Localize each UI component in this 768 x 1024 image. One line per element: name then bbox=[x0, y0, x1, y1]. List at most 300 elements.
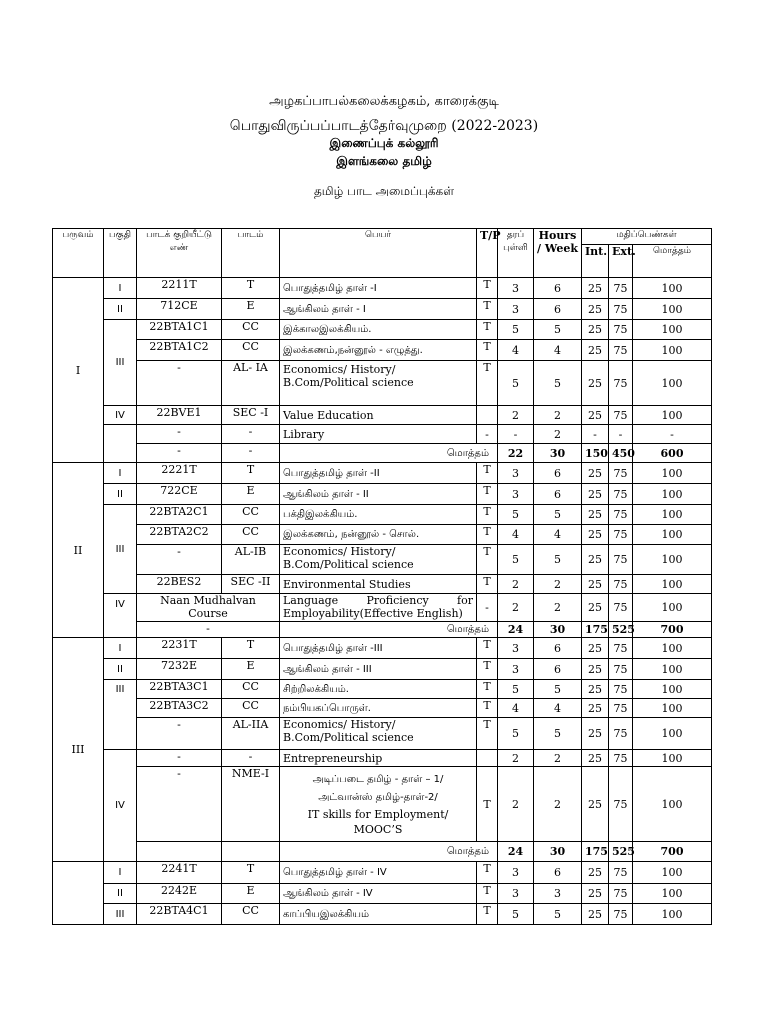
part-cell: I bbox=[104, 862, 137, 884]
table-row bbox=[53, 699, 712, 718]
title-cell: நம்பியகப்பொருள். bbox=[280, 699, 477, 718]
hours-cell: 5 bbox=[534, 505, 582, 525]
table-row bbox=[53, 575, 712, 594]
course-cell: CC bbox=[222, 680, 280, 699]
ext-cell: 75 bbox=[609, 340, 633, 361]
part-cell: III bbox=[104, 904, 137, 925]
ext-cell: 525 bbox=[609, 622, 633, 638]
code-cell: 2221T bbox=[137, 463, 222, 484]
ext-cell: 525 bbox=[609, 842, 633, 862]
credits-cell: 3 bbox=[498, 463, 534, 484]
title-line: அடிப்படை தமிழ் - தாள் – 1/ bbox=[312, 774, 444, 785]
tp-cell: T bbox=[477, 545, 498, 575]
credits-cell: - bbox=[498, 425, 534, 444]
hours-cell: 6 bbox=[534, 463, 582, 484]
course-cell: NME-I bbox=[222, 767, 280, 842]
hours-cell: 6 bbox=[534, 659, 582, 680]
table-row bbox=[53, 904, 712, 925]
code-cell: 712CE bbox=[137, 299, 222, 320]
int-cell: 25 bbox=[582, 594, 609, 622]
code-cell: 7232E bbox=[137, 659, 222, 680]
hours-cell: 2 bbox=[534, 575, 582, 594]
structure-title: தமிழ் பாட அமைப்புக்கள் bbox=[313, 184, 455, 198]
total-cell: 100 bbox=[633, 278, 712, 299]
title-line: B.Com/Political science bbox=[283, 558, 414, 571]
course-cell: - bbox=[222, 425, 280, 444]
hours-cell: 4 bbox=[534, 340, 582, 361]
semester-cell bbox=[53, 862, 104, 925]
ext-cell: 75 bbox=[609, 718, 633, 750]
title-cell bbox=[280, 767, 477, 842]
part-cell: II bbox=[104, 484, 137, 505]
ext-cell: 75 bbox=[609, 680, 633, 699]
code-cell: 22BES2 bbox=[137, 575, 222, 594]
part-cell: III bbox=[104, 680, 137, 750]
credits-cell: 2 bbox=[498, 767, 534, 842]
part-cell: III bbox=[104, 320, 137, 406]
title-cell: ஆங்கிலம் தாள் - II bbox=[280, 484, 477, 505]
total-cell: 100 bbox=[633, 750, 712, 767]
course-cell: CC bbox=[222, 525, 280, 545]
course-cell: SEC -I bbox=[222, 406, 280, 425]
part-cell: IV bbox=[104, 406, 137, 425]
ext-cell: 75 bbox=[609, 463, 633, 484]
total-cell: 100 bbox=[633, 545, 712, 575]
course-cell: E bbox=[222, 659, 280, 680]
tp-cell: T bbox=[477, 320, 498, 340]
ext-cell: 75 bbox=[609, 361, 633, 406]
tp-cell: T bbox=[477, 278, 498, 299]
tp-cell: T bbox=[477, 505, 498, 525]
part-cell: III bbox=[104, 505, 137, 594]
title-cell: ஆங்கிலம் தாள் - I bbox=[280, 299, 477, 320]
credits-cell: 2 bbox=[498, 575, 534, 594]
title-line: Employability(Effective English) bbox=[283, 607, 463, 620]
table-row bbox=[53, 505, 712, 525]
int-cell: 150 bbox=[582, 444, 609, 463]
title-cell: Entrepreneurship bbox=[280, 750, 477, 767]
semester-cell: II bbox=[53, 463, 104, 638]
code-cell: 2211T bbox=[137, 278, 222, 299]
total-row bbox=[53, 444, 712, 463]
credits-cell: 3 bbox=[498, 884, 534, 904]
hours-cell: 5 bbox=[534, 361, 582, 406]
int-cell: 175 bbox=[582, 622, 609, 638]
tp-cell: T bbox=[477, 463, 498, 484]
credits-cell: 5 bbox=[498, 505, 534, 525]
hours-cell: 4 bbox=[534, 525, 582, 545]
code-cell: 22BVE1 bbox=[137, 406, 222, 425]
code-cell: - bbox=[137, 361, 222, 406]
table-row bbox=[53, 750, 712, 767]
hours-cell: 6 bbox=[534, 638, 582, 659]
total-cell: 100 bbox=[633, 884, 712, 904]
credits-cell: 3 bbox=[498, 484, 534, 505]
total-cell: 100 bbox=[633, 594, 712, 622]
ext-cell: 75 bbox=[609, 750, 633, 767]
int-cell: 25 bbox=[582, 545, 609, 575]
total-cell: 100 bbox=[633, 406, 712, 425]
int-cell: 25 bbox=[582, 767, 609, 842]
total-cell: 100 bbox=[633, 575, 712, 594]
credits-cell: 22 bbox=[498, 444, 534, 463]
hours-cell: 30 bbox=[534, 842, 582, 862]
total-cell: 100 bbox=[633, 299, 712, 320]
int-cell: 25 bbox=[582, 406, 609, 425]
int-cell: 25 bbox=[582, 361, 609, 406]
code-cell: 22BTA1C2 bbox=[137, 340, 222, 361]
title-cell: காப்பியஇலக்கியம் bbox=[280, 904, 477, 925]
tp-cell: T bbox=[477, 699, 498, 718]
credits-cell: 4 bbox=[498, 525, 534, 545]
credits-cell: 4 bbox=[498, 699, 534, 718]
title-cell bbox=[280, 594, 477, 622]
hours-cell: 6 bbox=[534, 299, 582, 320]
int-cell: 25 bbox=[582, 904, 609, 925]
tp-cell: T bbox=[477, 884, 498, 904]
int-cell: 25 bbox=[582, 463, 609, 484]
col-int-header: Int. bbox=[582, 245, 609, 278]
table-row bbox=[53, 638, 712, 659]
total-label: மொத்தம் bbox=[280, 444, 498, 463]
part-cell: IV bbox=[104, 750, 137, 862]
code-cell: - bbox=[137, 444, 222, 463]
title-line: MOOC’S bbox=[353, 823, 403, 836]
hours-cell: 2 bbox=[534, 425, 582, 444]
ext-cell: 75 bbox=[609, 594, 633, 622]
ext-cell: 75 bbox=[609, 484, 633, 505]
credits-cell: 3 bbox=[498, 862, 534, 884]
total-cell: 100 bbox=[633, 904, 712, 925]
int-cell: 25 bbox=[582, 484, 609, 505]
university-title: அழகப்பாபல்கலைக்கழகம், காரைக்குடி bbox=[269, 94, 499, 109]
code-cell: - bbox=[137, 718, 222, 750]
table-row bbox=[53, 545, 712, 575]
course-cell: T bbox=[222, 463, 280, 484]
ext-cell: - bbox=[609, 425, 633, 444]
total-cell: 700 bbox=[633, 842, 712, 862]
int-cell: 25 bbox=[582, 699, 609, 718]
int-cell: 25 bbox=[582, 505, 609, 525]
course-cell: E bbox=[222, 299, 280, 320]
hours-cell: 5 bbox=[534, 680, 582, 699]
code-cell: - bbox=[137, 425, 222, 444]
code-cell: 722CE bbox=[137, 484, 222, 505]
col-hours-header: Hours / Week bbox=[534, 229, 582, 278]
col-marks-header: மதிப்பெண்கள் bbox=[582, 229, 712, 245]
int-cell: 25 bbox=[582, 884, 609, 904]
title-line: Economics/ History/ bbox=[283, 545, 396, 558]
course-cell bbox=[222, 842, 280, 862]
table-header-row bbox=[53, 229, 712, 245]
ext-cell: 75 bbox=[609, 406, 633, 425]
int-cell: 25 bbox=[582, 862, 609, 884]
total-cell: 100 bbox=[633, 484, 712, 505]
semester-cell: III bbox=[53, 638, 104, 862]
course-cell: SEC -II bbox=[222, 575, 280, 594]
ext-cell: 75 bbox=[609, 278, 633, 299]
tp-cell: T bbox=[477, 904, 498, 925]
table-row bbox=[53, 594, 712, 622]
hours-cell: 6 bbox=[534, 484, 582, 505]
total-label: மொத்தம் bbox=[280, 622, 498, 638]
course-cell: AL-IB bbox=[222, 545, 280, 575]
course-cell: CC bbox=[222, 340, 280, 361]
int-cell: 25 bbox=[582, 340, 609, 361]
ext-cell: 75 bbox=[609, 699, 633, 718]
ext-cell: 75 bbox=[609, 884, 633, 904]
code-cell: - bbox=[137, 545, 222, 575]
title-cell: Library bbox=[280, 425, 477, 444]
int-cell: 25 bbox=[582, 638, 609, 659]
code-cell: 22BTA2C1 bbox=[137, 505, 222, 525]
title-line: IT skills for Employment/ bbox=[307, 808, 449, 821]
course-cell: CC bbox=[222, 699, 280, 718]
total-cell: 100 bbox=[633, 320, 712, 340]
credits-cell: 5 bbox=[498, 361, 534, 406]
credits-cell: 2 bbox=[498, 750, 534, 767]
credits-cell: 3 bbox=[498, 299, 534, 320]
course-cell: AL-IIA bbox=[222, 718, 280, 750]
credits-cell: 5 bbox=[498, 680, 534, 699]
title-line: Economics/ History/ bbox=[283, 363, 396, 376]
total-cell: 100 bbox=[633, 340, 712, 361]
tp-cell: T bbox=[477, 299, 498, 320]
ext-cell: 75 bbox=[609, 575, 633, 594]
int-cell: 25 bbox=[582, 718, 609, 750]
tp-cell: T bbox=[477, 340, 498, 361]
col-ext-header: Ext. bbox=[609, 245, 633, 278]
table-row bbox=[53, 767, 712, 842]
hours-cell: 5 bbox=[534, 545, 582, 575]
course-cell: AL- IA bbox=[222, 361, 280, 406]
total-cell: 100 bbox=[633, 361, 712, 406]
code-cell: 22BTA3C1 bbox=[137, 680, 222, 699]
table-row bbox=[53, 299, 712, 320]
title-line: B.Com/Political science bbox=[283, 376, 414, 389]
code-cell: - bbox=[137, 622, 280, 638]
table-row bbox=[53, 340, 712, 361]
code-cell: - bbox=[137, 767, 222, 842]
table-row bbox=[53, 525, 712, 545]
total-cell: 100 bbox=[633, 525, 712, 545]
ext-cell: 75 bbox=[609, 638, 633, 659]
total-cell: 100 bbox=[633, 638, 712, 659]
hours-cell: 5 bbox=[534, 320, 582, 340]
total-cell: - bbox=[633, 425, 712, 444]
col-code-header: பாடக் குறியீட்டு எண் bbox=[137, 229, 222, 278]
tp-cell: T bbox=[477, 484, 498, 505]
course-cell: CC bbox=[222, 505, 280, 525]
code-cell: 2241T bbox=[137, 862, 222, 884]
hours-cell: 2 bbox=[534, 750, 582, 767]
tp-cell: - bbox=[477, 425, 498, 444]
title-cell: இலக்கணம், நன்னூல் - சொல். bbox=[280, 525, 477, 545]
hours-cell: 6 bbox=[534, 278, 582, 299]
credits-cell: 3 bbox=[498, 278, 534, 299]
hours-cell: 30 bbox=[534, 444, 582, 463]
course-cell: - bbox=[222, 750, 280, 767]
tp-cell: T bbox=[477, 659, 498, 680]
hours-cell: 4 bbox=[534, 699, 582, 718]
table-row bbox=[53, 659, 712, 680]
course-cell: CC bbox=[222, 904, 280, 925]
total-cell: 100 bbox=[633, 463, 712, 484]
title-cell: பக்திஇலக்கியம். bbox=[280, 505, 477, 525]
part-cell bbox=[104, 425, 137, 463]
code-cell: - bbox=[137, 750, 222, 767]
credits-cell: 24 bbox=[498, 622, 534, 638]
table-row bbox=[53, 425, 712, 444]
tp-cell: T bbox=[477, 638, 498, 659]
ext-cell: 450 bbox=[609, 444, 633, 463]
credits-cell: 5 bbox=[498, 545, 534, 575]
total-cell: 100 bbox=[633, 718, 712, 750]
int-cell: 175 bbox=[582, 842, 609, 862]
total-cell: 100 bbox=[633, 505, 712, 525]
tp-cell: T bbox=[477, 718, 498, 750]
title-cell bbox=[280, 718, 477, 750]
ext-cell: 75 bbox=[609, 320, 633, 340]
part-cell: II bbox=[104, 659, 137, 680]
course-cell: T bbox=[222, 638, 280, 659]
total-cell: 600 bbox=[633, 444, 712, 463]
credits-cell: 5 bbox=[498, 718, 534, 750]
tp-cell: T bbox=[477, 862, 498, 884]
code-cell bbox=[137, 842, 222, 862]
title-word: Language bbox=[283, 594, 339, 607]
ext-cell: 75 bbox=[609, 505, 633, 525]
table-row bbox=[53, 320, 712, 340]
total-row bbox=[53, 622, 712, 638]
credits-cell: 3 bbox=[498, 638, 534, 659]
ext-cell: 75 bbox=[609, 659, 633, 680]
code-cell: 22BTA1C1 bbox=[137, 320, 222, 340]
table-row bbox=[53, 278, 712, 299]
course-cell: CC bbox=[222, 320, 280, 340]
col-tp-header: T/P bbox=[477, 229, 498, 278]
hours-cell: 2 bbox=[534, 767, 582, 842]
college-type: இணைப்புக் கல்லூரி bbox=[329, 136, 439, 150]
credits-cell: 2 bbox=[498, 594, 534, 622]
table-row bbox=[53, 884, 712, 904]
total-row bbox=[53, 842, 712, 862]
tp-cell: T bbox=[477, 525, 498, 545]
table-row bbox=[53, 463, 712, 484]
total-cell: 700 bbox=[633, 622, 712, 638]
course-cell: T bbox=[222, 862, 280, 884]
title-cell: பொதுத்தமிழ் தாள் -I bbox=[280, 278, 477, 299]
table-row bbox=[53, 406, 712, 425]
table-row bbox=[53, 680, 712, 699]
total-cell: 100 bbox=[633, 680, 712, 699]
code-cell: 22BTA2C2 bbox=[137, 525, 222, 545]
tp-cell: T bbox=[477, 575, 498, 594]
credits-cell: 3 bbox=[498, 659, 534, 680]
code-cell: 22BTA4C1 bbox=[137, 904, 222, 925]
col-total-header: மொத்தம் bbox=[633, 245, 712, 278]
col-course-header: பாடம் bbox=[222, 229, 280, 278]
part-cell: I bbox=[104, 463, 137, 484]
title-line: Economics/ History/ bbox=[283, 718, 396, 731]
title-cell: பொதுத்தமிழ் தாள் -III bbox=[280, 638, 477, 659]
hours-cell: 5 bbox=[534, 904, 582, 925]
hours-cell: 5 bbox=[534, 718, 582, 750]
table-row bbox=[53, 484, 712, 505]
col-credits-header: தரப் புள்ளி bbox=[498, 229, 534, 278]
title-line: அட்வான்ஸ் தமிழ்-தாள்-2/ bbox=[318, 792, 438, 803]
ext-cell: 75 bbox=[609, 862, 633, 884]
col-part-header: பகுதி bbox=[104, 229, 137, 278]
total-cell: 100 bbox=[633, 767, 712, 842]
tp-cell: T bbox=[477, 767, 498, 842]
title-cell: இக்காலஇலக்கியம். bbox=[280, 320, 477, 340]
table-row bbox=[53, 862, 712, 884]
title-word: Proficiency bbox=[366, 594, 429, 607]
total-cell: 100 bbox=[633, 699, 712, 718]
part-cell: II bbox=[104, 884, 137, 904]
int-cell: 25 bbox=[582, 659, 609, 680]
title-cell: ஆங்கிலம் தாள் - IV bbox=[280, 884, 477, 904]
title-cell: சிற்றிலக்கியம். bbox=[280, 680, 477, 699]
ext-cell: 75 bbox=[609, 545, 633, 575]
tp-cell: T bbox=[477, 680, 498, 699]
degree-title: இளங்கலை தமிழ் bbox=[336, 154, 432, 168]
code-cell: 2242E bbox=[137, 884, 222, 904]
tp-cell bbox=[477, 750, 498, 767]
course-cell: E bbox=[222, 484, 280, 505]
total-cell: 100 bbox=[633, 659, 712, 680]
title-cell: பொதுத்தமிழ் தாள் -II bbox=[280, 463, 477, 484]
hours-cell: 3 bbox=[534, 884, 582, 904]
col-title-header: பெயர் bbox=[280, 229, 477, 278]
tp-cell: - bbox=[477, 594, 498, 622]
tp-cell: T bbox=[477, 361, 498, 406]
syllabus-table bbox=[52, 228, 712, 925]
tp-cell bbox=[477, 406, 498, 425]
hours-cell: 30 bbox=[534, 622, 582, 638]
ext-cell: 75 bbox=[609, 299, 633, 320]
course-cell: T bbox=[222, 278, 280, 299]
code-cell: 22BTA3C2 bbox=[137, 699, 222, 718]
title-cell bbox=[280, 545, 477, 575]
total-label: மொத்தம் bbox=[280, 842, 498, 862]
ext-cell: 75 bbox=[609, 904, 633, 925]
part-cell: I bbox=[104, 638, 137, 659]
title-cell bbox=[280, 361, 477, 406]
title-cell: ஆங்கிலம் தாள் - III bbox=[280, 659, 477, 680]
title-cell: இலக்கணம்,நன்னூல் - எழுத்து. bbox=[280, 340, 477, 361]
part-cell: IV bbox=[104, 594, 137, 638]
course-cell: E bbox=[222, 884, 280, 904]
int-cell: 25 bbox=[582, 680, 609, 699]
table-row bbox=[53, 718, 712, 750]
int-cell: 25 bbox=[582, 575, 609, 594]
title-cell: Value Education bbox=[280, 406, 477, 425]
hours-cell: 2 bbox=[534, 406, 582, 425]
code-cell: 2231T bbox=[137, 638, 222, 659]
title-cell: பொதுத்தமிழ் தாள் - IV bbox=[280, 862, 477, 884]
int-cell: 25 bbox=[582, 278, 609, 299]
ext-cell: 75 bbox=[609, 767, 633, 842]
ext-cell: 75 bbox=[609, 525, 633, 545]
course-cell: - bbox=[222, 444, 280, 463]
table-row bbox=[53, 361, 712, 406]
credits-cell: 5 bbox=[498, 320, 534, 340]
hours-cell: 6 bbox=[534, 862, 582, 884]
part-cell: II bbox=[104, 299, 137, 320]
credits-cell: 24 bbox=[498, 842, 534, 862]
